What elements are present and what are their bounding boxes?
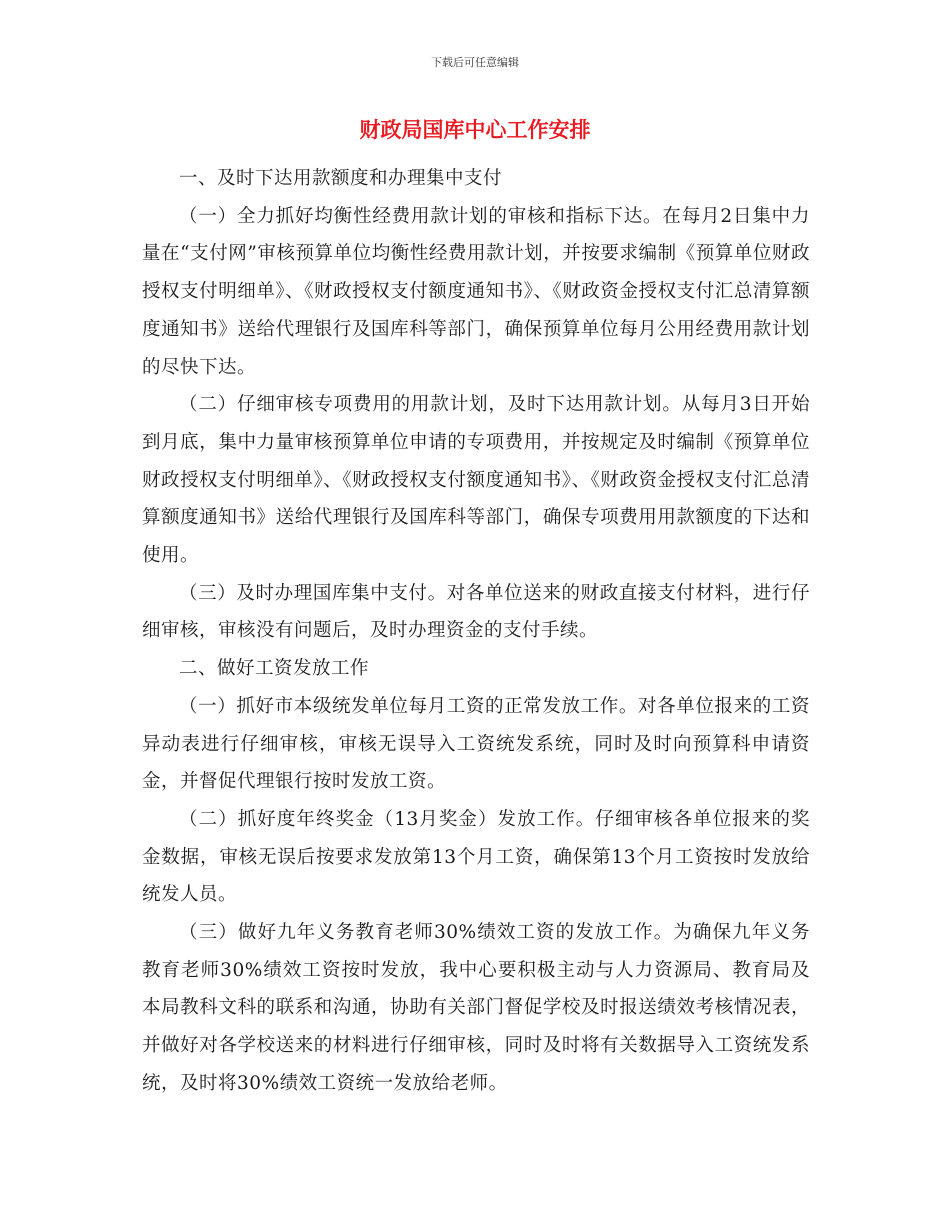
document-title: 财政局国库中心工作安排 bbox=[359, 118, 591, 142]
paragraph-1-3: （三）及时办理国库集中支付。对各单位送来的财政直接支付材料，进行仔细审核，审核没有问题后，及时办理资金的支付手续。 bbox=[142, 582, 810, 642]
paragraph-2-2: （二）抓好度年终奖金（13月奖金）发放工作。仔细审核各单位报来的奖金数据，审核无误后按要求发放第13个月工资，确保第13个月工资按时发放给统发人员。 bbox=[142, 808, 810, 906]
paragraph-1-1: （一）全力抓好均衡性经费用款计划的审核和指标下达。在每月2日集中力量在“支付网”审核预算单位均衡性经费用款计划，并按要求编制《预算单位财政授权支付明细单》、《财政授权支付额度通知书》、《财政资金授权支付汇总清算额度通知书》送给代理银行及国库科等部门，确保预算单位每月公用经费用款计划的尽快下达。 bbox=[142, 205, 810, 378]
paragraph-2-1: （一）抓好市本级统发单位每月工资的正常发放工作。对各单位报来的工资异动表进行仔细审核，审核无误导入工资统发系统，同时及时向预算科申请资金，并督促代理银行按时发放工资。 bbox=[142, 695, 810, 793]
document-body bbox=[142, 160, 810, 1103]
section-heading-2: 二、做好工资发放工作 bbox=[179, 658, 370, 680]
paragraph-1-2: （二）仔细审核专项费用的用款计划，及时下达用款计划。从每月3日开始到月底，集中力量审核预算单位申请的专项费用，并按规定及时编制《预算单位财政授权支付明细单》、《财政授权支付额度通知书》、《财政资金授权支付汇总清算额度通知书》送给代理银行及国库科等部门，确保专项费用用款额度的下达和使用。 bbox=[142, 394, 810, 567]
section-heading-1: 一、及时下达用款额度和办理集中支付 bbox=[179, 168, 503, 189]
paragraph-2-3: （三）做好九年义务教育老师30%绩效工资的发放工作。为确保九年义务教育老师30%绩效工资按时发放，我中心要积极主动与人力资源局、教育局及本局教科文科的联系和沟通，协助有关部门督促学校及时报送绩效考核情况表，并做好对各学校送来的材料进行仔细审核，同时及时将有关数据导入工资统发系统，及时将30%绩效工资统一发放给老师。 bbox=[142, 922, 810, 1094]
header-note: 下载后可任意编辑 bbox=[431, 56, 519, 69]
